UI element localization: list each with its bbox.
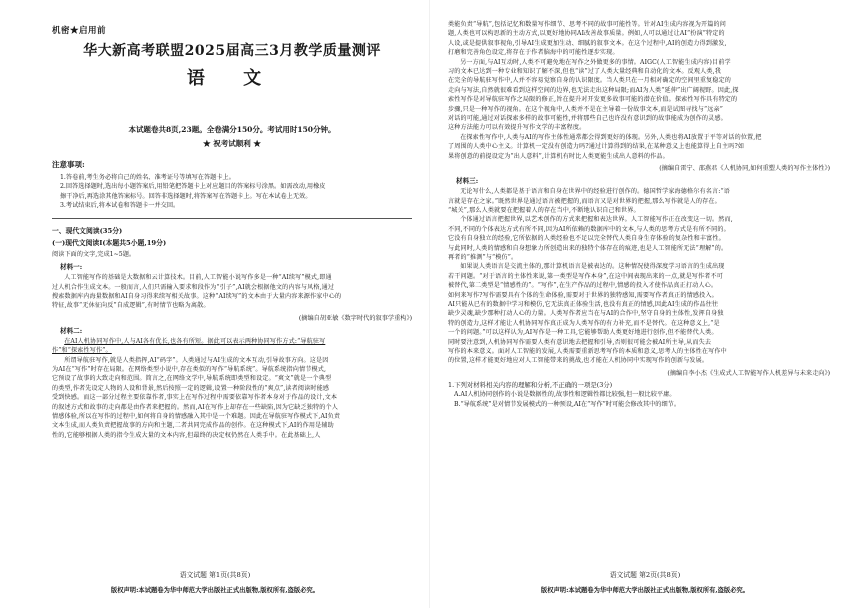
material-3-line: 再者的“推测”与“模仿”。: [448, 253, 518, 261]
material-2-line: 性的,它能够根据人类的指令生成大量的文本内容,但最终的决定权仍然在人类手中。在此基础上,人: [52, 431, 321, 439]
material-3-line: 缺少灵魂,缺少那种打动人心的力量。人类写作者应当在与AI的合作中,坚守自身的主体性,发挥自身独: [448, 310, 724, 318]
material-1-line: 特征,故事“无休征向反”自成逻辑”,有时情节也略为离散。: [52, 302, 210, 310]
material-2-underlined-line: 作”和“探索性写作”。: [52, 347, 112, 355]
page-number: 语文试题 第1页(共8页): [179, 571, 251, 579]
confidential-seal: 机密★启用前: [52, 26, 107, 36]
material-1-label: 材料一:: [60, 263, 83, 272]
material-2-line: 的类型,作者先设定人物的人设和背景,然后按照一定的逻辑,设置一种阶段性的“爽点”,读者阅读时能感: [52, 384, 330, 392]
material-2-line: 情感体验,所以在写作的过程中,如何将自身的情感融入其中是一个难题。因此在导航驻写作模式下,AI负责: [52, 413, 341, 421]
page-2-footer: [430, 569, 860, 594]
copyright-notice: 版权声明:本试题卷为华中师范大学出版社正式出版物,版权所有,盗版必究。: [540, 587, 750, 594]
material-1-line: 搜索数据库内海量数据和AI自身习得来续写相关故事。这种“AI续写”的文本由于大量内容来源作家中心的: [52, 293, 342, 300]
material-2-line: 为AI在“写作”时存在局限。在网络类型小说中,存在类似的写作“导航系统”。导航系统指向情节模式,: [52, 366, 327, 374]
copyright-notice: 版权声明:本试题卷为华中师范大学出版社正式出版物,版权所有,盗版必究。: [110, 587, 320, 594]
material-3-line: 它没有自身独立的经验,它所依据的人类经验也不足以完全替代人类自身生存体验的复杂性和丰富性。: [448, 235, 725, 243]
notice-list: [52, 173, 412, 210]
body-line: 习的文本已达到一种专业和知识了解不深,但也“读”过了人类大量经典和自动化的文本。反观人类,我: [448, 68, 721, 76]
material-2-label: 材料二:: [60, 326, 83, 335]
material-3-line: 个体通过语言把握世界,以艺术创作的方式来把握和表达世界。人工智能写作正在改变这一切。然而,: [460, 216, 733, 224]
blank-band: [52, 100, 412, 124]
notice-title: 注意事项:: [52, 160, 85, 169]
question-1-option-b: B.“导航系统”是对情节发展模式的一种预设,AI在“写作”时可能会修改其中的细节。: [454, 400, 681, 408]
notice-item: 3.考试结束后,将本试卷和答题卡一并交回。: [60, 201, 180, 209]
notice-item: 1.答卷前,考生务必将自己的姓名、准考证号等填写在答题卡上。: [60, 174, 235, 181]
page-1-footer: [0, 569, 430, 594]
body-line: 对话的可能,通过对话探索多样的故事可能性,并将那些自己也许没有意识到的故事能成为创作的灵感。: [448, 115, 727, 123]
notice-item: 擦干净后,再选涂其他答案标号。回答非选择题时,将答案写在答题卡上。写在本试卷上无效。: [60, 192, 312, 200]
body-line: 走向与写法,自然就很难看到这样空间的边界,也无法走出这种局限;而AI为人类“延伸”出广阔视野。因此,探: [448, 86, 739, 94]
material-3-label: 材料三:: [456, 177, 479, 186]
material-2-line: 它预设了故事的大致走向和范围。简言之,在网络文学中,导航系统即类型和设定。“爽文”就是一个典型: [52, 375, 332, 383]
page-2: [430, 0, 860, 608]
good-luck-line: ★ 祝考试顺利 ★: [203, 139, 261, 148]
material-3-line: 言就是存在之家。”既然世界是通过语言被把握的,而语言又是对世界的把握,那么写作就是人的存在。: [448, 197, 721, 205]
body-line: 步骤,只是一种写作的视角。在这个视角中,人类并不是在主导着一份故事文本,而是试图寻找与“远亲”: [448, 105, 724, 113]
continued-line: 类能负责“导航”,包括记忆和数量写作细节、思考不同的故事可能性等。针对AI生成内容视为开篇的问: [448, 21, 726, 28]
body-line: 果将创意的前提设定为“出人意料”,计算机有时比人类更能生成出人意料的作品。: [448, 152, 669, 160]
subsection-heading: (一)现代文阅读Ⅰ(本题共5小题,19分): [52, 239, 167, 248]
body-line: 索性写作是对导航驻写作之局限的修正,旨在提升对开发更多故事可能的潜在价值。探索性写作具有特定的: [448, 96, 738, 104]
material-3-line: 被替代,第二类型是“情感性的”。“写作”,在生产作品的过程中,情感的投入才使作品真正打动人心。: [448, 282, 718, 290]
reading-instruction: 阅读下面的文字,完成1~5题。: [52, 251, 136, 259]
exam-info: 本试题卷共8页,23题。全卷满分150分。考试用时150分钟。: [128, 125, 336, 134]
body-line: 了周围的人类中心主义。计算机一定没有创造力吗?通过计算得到的结果,在某种意义上也能算得上自主吗?如: [448, 143, 745, 151]
material-3-line: 写作的本来意义。面对人工智能的发展,人类需要重新思考写作的本质和意义,思考人的主体性在写作中: [448, 348, 727, 355]
material-2-line: 文本生成,而人类负责把握故事的方向和主题,二者共同完成作品的创作。在这种模式下,AI的作用是辅助: [52, 422, 334, 430]
notice-item: 2.回答选择题时,选出每小题答案后,用铅笔把答题卡上对应题目的答案标号涂黑。如需改动,用橡皮: [60, 183, 326, 191]
material-3-line: AI只能从已有的数据中学习和模仿,它无法真正体验生活,也没有真正的情感,因此AI生成的作品往往: [448, 300, 719, 308]
body-line: 在完全的导航驻写作中,人并不容易觉察自身的认识限度。当人类只在一月相对确定的空间里重复稳定的: [448, 77, 732, 85]
material-3-line: “城关”,那么人类就要在把握着人的存在当中,不断地认识自己和世界。: [448, 206, 640, 214]
material-3-line: 不同,不同的个体表达方式有所不同,因为AI所依赖的数据库中的文本,与人类的思考方式是有所不同的。: [448, 225, 730, 233]
material-3-line: 特的创造力,这样才能让人机协同写作真正成为人类写作的有力补充,而不是替代。在这种意义上,“是: [448, 319, 720, 327]
section-heading: 一、现代文阅读(35分): [52, 227, 123, 236]
material-2-source: (摘编自雷宁、邵燕君《人机协同,如何重塑人类的写作主体性》): [659, 165, 830, 173]
material-3-line: 与此同时,人类的情感和自身想象力所创造出来的独特个体存在的痕迹,也是人工智能所无法“理解”的。: [448, 244, 728, 252]
material-3-line: 如何来写作?写作需要具有个体的生命体验,需要对于世界的独特感知,需要写作者真正的情感投入。: [448, 291, 718, 299]
page-number: 语文试题 第2页(共8页): [609, 571, 681, 579]
divider: [52, 218, 412, 219]
continued-line: 人设,或是提供叙事视角,引导AI生成更加生动、细腻的叙事文本。在这个过程中,AI的创造力得到激发,: [448, 39, 727, 47]
body-line: 这种方法能力可以有效提升写作文学的丰富程度。: [448, 124, 586, 132]
material-3-line: 的位置,这样才能更好地应对人工智能带来的挑战,也才能在人机协同中实现写作的创新与发展。: [448, 357, 709, 365]
material-1-line: 人工智能写作的基础是大数据和云计算技术。目前,人工智能小说写作多是一种“AI续写”模式,即通: [64, 274, 332, 282]
material-2-line: 的叙述方式和故事的走向都是由作者来把握的。然而,AI在写作上却存在一些缺陷,因为它缺乏独特的个人: [52, 403, 339, 411]
material-3-line: 若干问题。“对于语言的主体性来说,第一类型是写作本身”,在这中间表现出来的一点,就是写作者不可: [448, 272, 724, 280]
material-3-source: (摘编自李小杰《生成式人工智能写作人机差异与未来走向》): [667, 369, 830, 377]
body-line: 另一方面,与AI互动时,人类不可避免地在写作之外做更多的事情。AIGC(人工智能生成内容)目前学: [460, 58, 731, 66]
exam-title: 华大新高考联盟2025届高三3月教学质量测评: [83, 43, 381, 59]
material-1-source: (摘编自胡亚敏《数字时代的叙事学重构》): [298, 314, 412, 322]
material-1-line: 过人机合作生成文本。一般而言,人们只需输入要求和段作为“引子”,AI就会根据他文的内容与风格,通过: [52, 283, 335, 291]
material-2-line: 受到快感。而这一部分过程主要依靠作者,事实上在写作过程中需要依靠写作者本身对于作品的设计,文本: [52, 394, 338, 402]
subject-title: 语 文: [186, 68, 278, 89]
material-3-line: 如果说人类语言是交流主体的,那计算机语言是被表达的。这种情况使得深度学习语言的生成出现: [460, 263, 725, 271]
material-3-line: 同时要注意到,人机协同写作需要人类有意识地去把握和引导,否则很可能会被AI所主导,从而失去: [448, 338, 712, 346]
continued-line: 题,人类也可以构思新的主动方式,以更好地协同AI改善故事质量。例如,人可以通过让AI“扮演”特定的: [448, 30, 725, 38]
body-line: 在探索性写作中,人类与AI的写作主体性通常都会得到更好的体现。另外,人类也将AI放置于平等对话的位置,把: [460, 133, 762, 141]
material-3-line: 无论写什么,人类都是基于语言和自身在世界中的经验进行创作的。德国哲学家海德格尔有名言:“语: [460, 188, 730, 196]
question-1: 1.下列对材料相关内容的理解和分析,不正确的一项是(3分): [448, 380, 613, 389]
continued-line: 打磨和完善角色设定,将存在于作者脑海中的可能性逐步实现。: [448, 49, 619, 57]
material-2-line: 所谓导航驻写作,就是人类指挥,AI“码字”。人类通过与AI生成的文本互动,引导故事方向。这是因: [64, 356, 329, 364]
question-1-option-a: A.AI人机协同创作的小说是数据性的,故事性和逻辑性都比较强,但一般比较平庸。: [454, 391, 676, 399]
material-3-line: 一个的问题。”可以这样认为,AI写作是一种工具,它能够帮助人类更好地进行创作,但不能替代人类。: [448, 329, 718, 337]
material-2-underlined-line: 在AI人机协同写作中,人与AI各有优长,也各有所短。据此可以表示两种协同写作方式:“导航驻写: [64, 337, 326, 345]
